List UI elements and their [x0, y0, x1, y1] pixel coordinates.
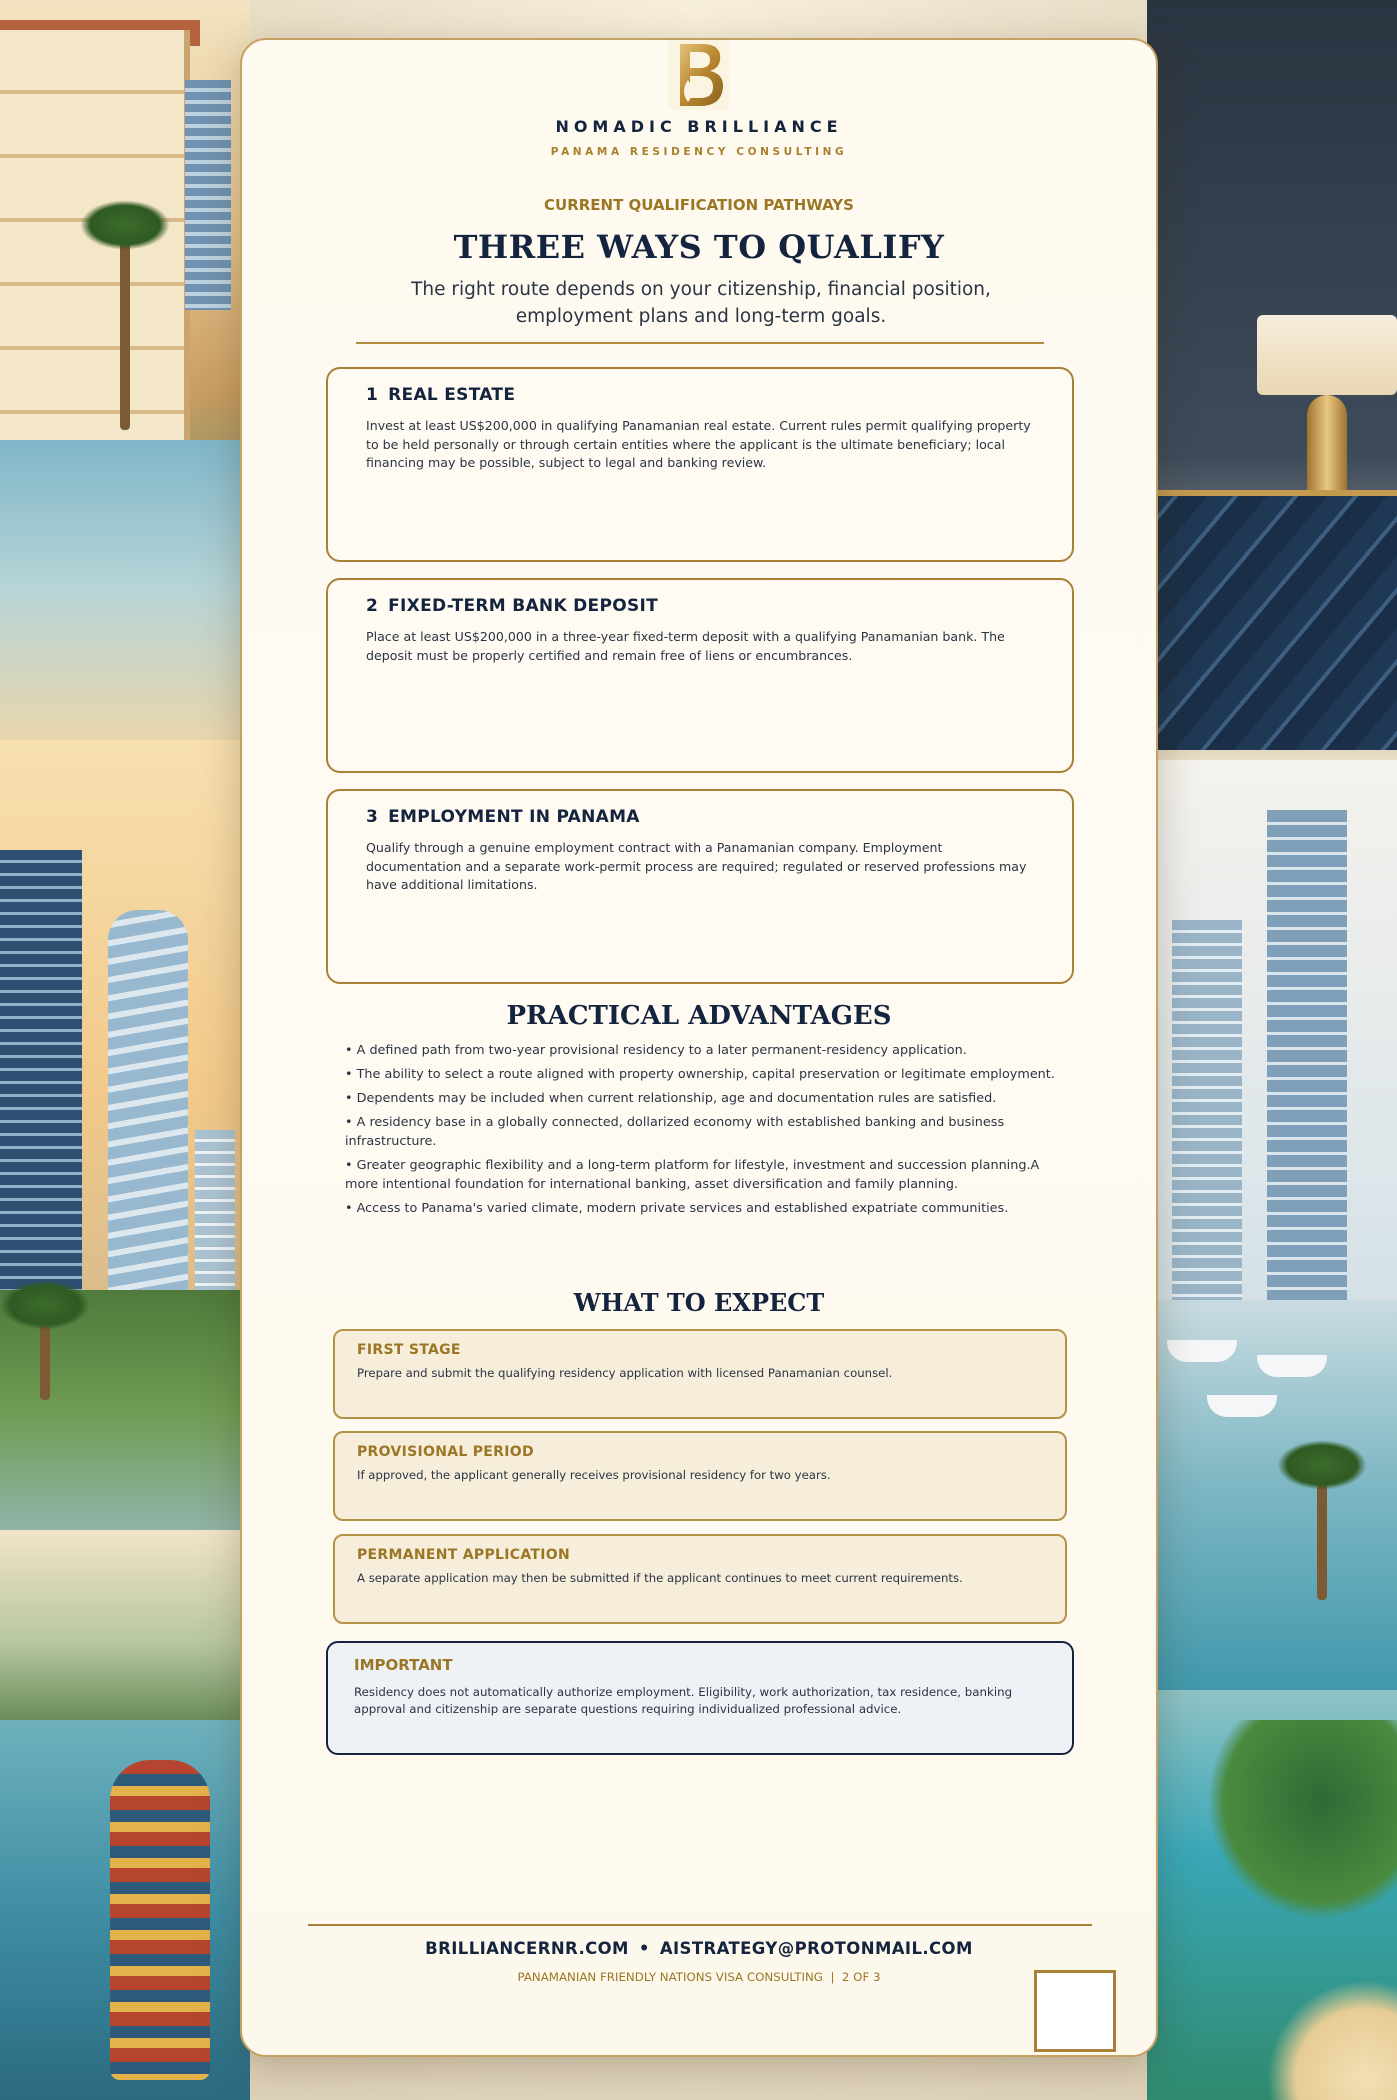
pathway-description: Place at least US$200,000 in a three-year fixed-term deposit with a qualifying Panamanian bank. The deposit must be properly certified and remain free of liens or encumbrances.	[366, 629, 1005, 663]
list-item: • Dependents may be included when current relationship, age and documentation rules are satisfied.	[345, 1091, 997, 1106]
stage-title: PROVISIONAL PERIOD	[357, 1444, 534, 1460]
expect-title: WHAT TO EXPECT	[573, 1288, 825, 1317]
stage-title: FIRST STAGE	[357, 1342, 461, 1358]
marble-counter	[1147, 490, 1397, 750]
green-island	[1207, 1720, 1397, 1920]
footer-contact	[242, 1939, 1156, 1958]
pathway-heading	[366, 385, 1034, 405]
advantages-title: PRACTICAL ADVANTAGES	[506, 1001, 892, 1031]
green-hills	[0, 1530, 250, 1720]
canal-water	[0, 440, 250, 740]
website-link[interactable]: BRILLIANCERNR.COM	[425, 1939, 629, 1958]
pathway-description: Invest at least US$200,000 in qualifying Panamanian real estate. Current rules permit qualifying property to be held personally or through certain entities where the applicant is the ultimate beneficiary; local financing may be possible, subject to legal and banking review.	[366, 418, 1031, 470]
pathway-heading	[366, 807, 1034, 827]
important-notice	[326, 1641, 1074, 1755]
pathway-heading	[366, 596, 1034, 616]
header-divider	[356, 342, 1044, 344]
sandy-beach	[1267, 1980, 1397, 2100]
stage-title: PERMANENT APPLICATION	[357, 1547, 570, 1563]
page-title: THREE WAYS TO QUALIFY	[453, 228, 945, 266]
footer-subline: PANAMANIAN FRIENDLY NATIONS VISA CONSULTING | 2 OF 3	[517, 1970, 881, 1984]
pathway-number: 3	[366, 807, 379, 827]
pathway-title: EMPLOYMENT IN PANAMA	[388, 807, 640, 827]
background-scene-right	[1147, 0, 1397, 2100]
qr-code-placeholder	[1034, 1970, 1116, 2052]
palm-tree	[120, 230, 130, 430]
pathway-card-bank-deposit	[326, 578, 1074, 773]
pathway-title: FIXED-TERM BANK DEPOSIT	[388, 596, 659, 616]
pathway-card-employment	[326, 789, 1074, 984]
pathway-number: 2	[366, 596, 379, 616]
yacht	[1207, 1395, 1277, 1417]
lamp-shade	[1257, 315, 1397, 395]
pathway-card-real-estate	[326, 367, 1074, 562]
container-ship	[110, 1760, 210, 2080]
pathway-title: REAL ESTATE	[388, 385, 516, 405]
stage-description: A separate application may then be submitted if the applicant continues to meet current requirements.	[357, 1571, 963, 1585]
section-eyebrow: CURRENT QUALIFICATION PATHWAYS	[544, 196, 854, 214]
pathway-description: Qualify through a genuine employment contract with a Panamanian company. Employment documentation and a separate work-permit process are required; regulated or reserved professions may have additional limitations.	[366, 840, 1027, 892]
brand-logo-icon	[666, 40, 732, 112]
background-scene-left	[0, 0, 250, 2100]
notice-body: Residency does not automatically authorize employment. Eligibility, work authorization, tax residence, banking approval and citizenship are separate questions requiring individualized professional advice.	[354, 1685, 1013, 1716]
advantages-list	[345, 1041, 1065, 1223]
email-link[interactable]: AISTRATEGY@PROTONMAIL.COM	[659, 1939, 973, 1958]
brand-name: NOMADIC BRILLIANCE	[555, 117, 843, 136]
pathway-number: 1	[366, 385, 379, 405]
notice-title: IMPORTANT	[354, 1656, 453, 1674]
palm-tree	[1317, 1470, 1327, 1600]
list-item: • A defined path from two-year provisional residency to a later permanent-residency application.	[345, 1043, 967, 1058]
list-item: • A residency base in a globally connected, dollarized economy with established banking and business infrastructure.	[345, 1115, 1005, 1149]
palm-tree	[40, 1310, 50, 1400]
stage-card-permanent	[333, 1534, 1067, 1624]
stage-description: If approved, the applicant generally receives provisional residency for two years.	[357, 1468, 831, 1482]
page-subtitle: The right route depends on your citizenship, financial position, employment plans and long-term goals.	[411, 279, 991, 327]
stage-description: Prepare and submit the qualifying residency application with licensed Panamanian counsel.	[357, 1366, 893, 1380]
list-item: • Greater geographic flexibility and a long-term platform for lifestyle, investment and succession planning.A more intentional foundation for international banking, asset diversification and family planning.	[345, 1158, 1040, 1192]
stage-card-provisional	[333, 1431, 1067, 1521]
brand-tagline: PANAMA RESIDENCY CONSULTING	[550, 146, 848, 158]
list-item: • Access to Panama's varied climate, modern private services and established expatriate communities.	[345, 1201, 1009, 1216]
highrise-building	[185, 80, 231, 310]
yacht	[1257, 1355, 1327, 1377]
list-item: • The ability to select a route aligned with property ownership, capital preservation or legitimate employment.	[345, 1067, 1055, 1082]
yacht	[1167, 1340, 1237, 1362]
stage-card-first	[333, 1329, 1067, 1419]
footer-separator: •	[638, 1939, 650, 1958]
content-panel	[240, 38, 1158, 2057]
footer-divider	[308, 1924, 1092, 1926]
